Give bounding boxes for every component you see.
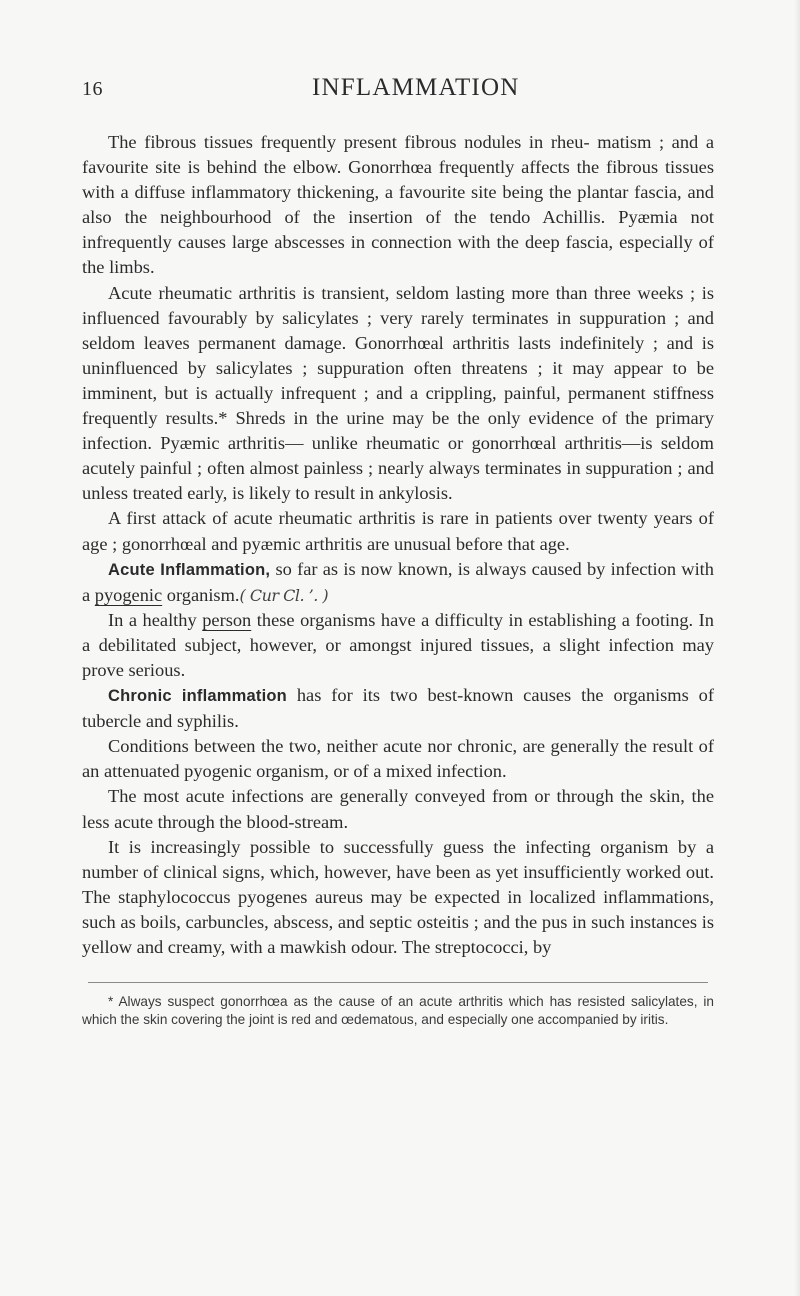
paragraph-arthritis-comparison: Acute rheumatic arthritis is transient, seldom lasting more than three weeks ; is influenced favourably by salicylates ; very rarely terminates in suppuration ; and seldom leaves permanent damage. Gonorrhœal arthritis lasts indefinitely ; and is uninfluenced by salicylates ; suppuration often threatens ; it may appear to be imminent, but is actually infrequent ; and a crippling, painful, permanent stiffness frequently results.* Shreds in the urine may be the only evidence of the primary infection. Pyæmic arthritis— unlike rheumatic or gonorrhœal arthritis—is seldom acutely painful ; often almost painless ; nearly always terminates in suppuration ; and unless treated early, is likely to result in ankylosis. [82, 282, 714, 504]
handwritten-annotation: ( Cur Cl. ’. ) [239, 585, 329, 605]
paragraph-healthy-person [82, 608, 714, 683]
text-segment: so far as is now known, is always caused by infection with a [82, 558, 714, 605]
book-page [82, 74, 714, 1028]
text-segment: has for its two best-known causes the organisms of tubercle and syphilis. [82, 685, 714, 732]
paragraph-chronic-inflammation [82, 683, 714, 734]
footnote-divider [88, 982, 708, 983]
paragraph-age-incidence: A first attack of acute rheumatic arthritis is rare in patients over twenty years of age ; gonorrhœal and pyæmic arthritis are unusual before that age. [82, 508, 714, 554]
text-segment: organism. [162, 584, 240, 605]
section-head-chronic-inflammation: Chronic inflammation [108, 687, 287, 706]
paragraph-acute-inflammation [82, 557, 714, 608]
page-number: 16 [82, 78, 103, 100]
chapter-title: INFLAMMATION [312, 74, 520, 101]
page-edge-shadow [794, 0, 800, 1296]
section-head-acute-inflammation: Acute Inflammation, [108, 560, 271, 579]
footnote: * Always suspect gonorrhœa as the cause of an acute arthritis which has resisted salicylates, in which the skin covering the joint is red and œdematous, and especially one accompanied by iritis. [82, 994, 714, 1027]
paragraph-intermediate-conditions: Conditions between the two, neither acute nor chronic, are generally the result of an attenuated pyogenic organism, or of a mixed infection. [82, 736, 714, 782]
paragraph-routes-of-infection: The most acute infections are generally conveyed from or through the skin, the less acute through the blood-stream. [82, 786, 714, 832]
text-segment: In a healthy [108, 609, 203, 630]
text-segment: these organisms have a difficulty in establishing a footing. In a debilitated subject, however, or amongst injured tissues, a slight infection may prove serious. [82, 609, 714, 680]
underlined-word-pyogenic: pyogenic [94, 584, 163, 605]
underlined-word-person: person [202, 609, 252, 630]
paragraph-infecting-organism: It is increasingly possible to successfully guess the infecting organism by a number of clinical signs, which, however, have been as yet insufficiently worked out. The staphylococcus pyogenes aureus may be expected in localized inflammations, such as boils, carbuncles, abscess, and septic osteitis ; and the pus in such instances is yellow and creamy, with a mawkish odour. The streptococci, by [82, 836, 714, 957]
body-text [82, 130, 714, 960]
running-head [82, 74, 714, 108]
paragraph-fibrous-tissues: The fibrous tissues frequently present fibrous nodules in rheu- matism ; and a favourite site is behind the elbow. Gonorrhœa frequently affects the fibrous tissues with a diffuse inflammatory thickening, a favourite site being the plantar fascia, and also the neighbourhood of the insertion of the tendo Achillis. Pyæmia not infrequently causes large abscesses in connection with the deep fascia, especially of the limbs. [82, 132, 714, 278]
